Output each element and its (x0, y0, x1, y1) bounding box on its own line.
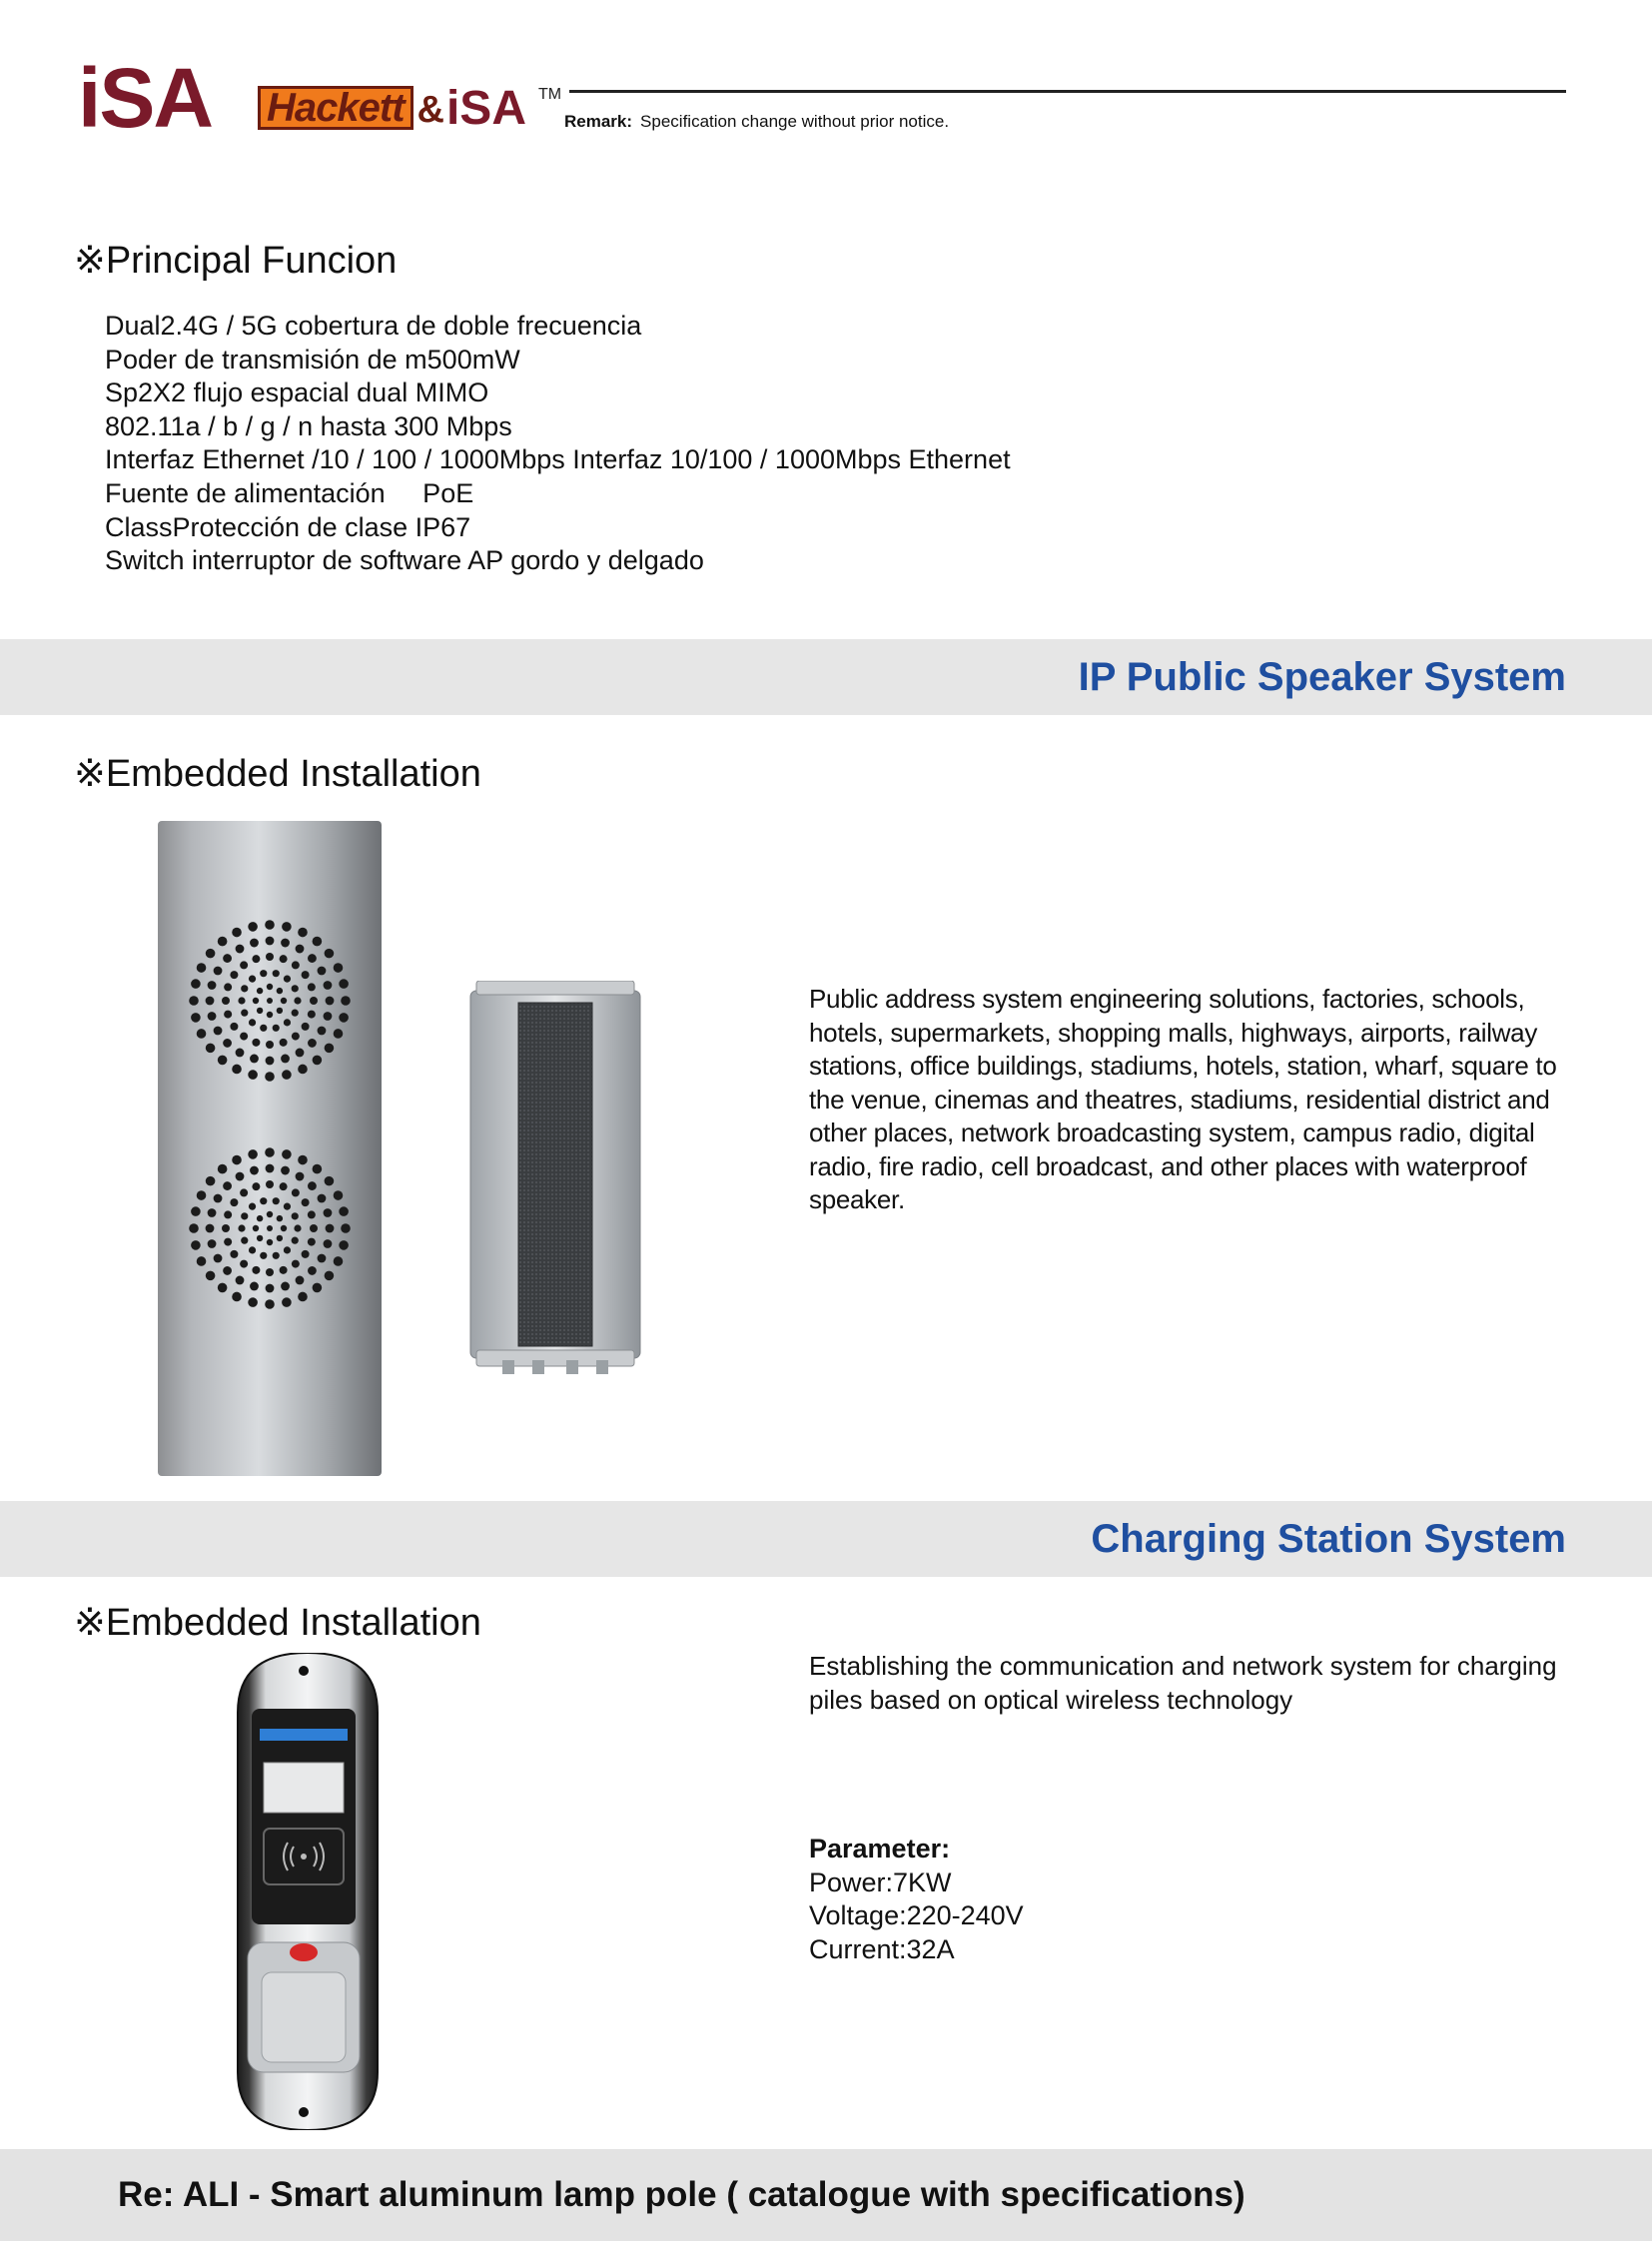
remark-text: Specification change without prior notice. (640, 112, 950, 131)
hackett-logo-amp: & (416, 89, 444, 131)
isa-logo: iSA (78, 51, 213, 145)
speaker-pole-image (155, 821, 385, 1476)
feature-item: Fuente de alimentación PoE (105, 477, 474, 508)
hackett-isa-logo (258, 82, 526, 135)
feature-item: Dual2.4G / 5G cobertura de doble frecuencia (105, 311, 642, 341)
parameter-title: Parameter: (809, 1834, 951, 1864)
principal-heading: ※Principal Funcion (74, 240, 398, 282)
column-speaker-image (462, 981, 648, 1378)
feature-item: Poder de transmisión de m500mW (105, 344, 520, 374)
feature-item: Interfaz Ethernet /10 / 100 / 1000Mbps Interfaz 10/100 / 1000Mbps Ethernet (105, 444, 1011, 475)
footer-text: Re: ALI - Smart aluminum lamp pole ( catalogue with specifications) (118, 2175, 1245, 2214)
charging-pile-image (228, 1653, 388, 2130)
feature-item: ClassProtección de clase IP67 (105, 511, 471, 542)
speaker-description: Public address system engineering solutions, factories, schools, hotels, supermarkets, shopping malls, highways, airports, railway stations, office buildings, stadiums, hotels, station, wharf, square to the venue, cinemas and theatres, stadiums, residential district and other places, network broadcasting system, campus radio, digital radio, fire radio, cell broadcast, and other places with waterproof speaker. (809, 984, 1557, 1214)
charging-description: Establishing the communication and network system for charging piles based on optical wireless technology (809, 1651, 1557, 1715)
trademark-mark: TM (538, 86, 562, 103)
feature-list (105, 310, 1011, 578)
parameter-current: Current:32A (809, 1933, 955, 1964)
hackett-logo-box: Hackett (258, 86, 413, 130)
charging-heading: ※Embedded Installation (74, 1602, 481, 1644)
charging-banner-title: Charging Station System (1091, 1517, 1566, 1561)
parameter-power: Power:7KW (809, 1867, 952, 1897)
remark-note (564, 112, 949, 132)
feature-item: 802.11a / b / g / n hasta 300 Mbps (105, 410, 512, 441)
hackett-logo-isa: iSA (445, 82, 526, 135)
feature-item: Switch interruptor de software AP gordo y delgado (105, 545, 704, 576)
header-divider (569, 90, 1566, 93)
parameter-block (809, 1833, 1024, 1966)
feature-item: Sp2X2 flujo espacial dual MIMO (105, 377, 489, 408)
remark-label: Remark: (564, 112, 633, 131)
speaker-banner-title: IP Public Speaker System (1078, 655, 1566, 699)
speaker-heading: ※Embedded Installation (74, 753, 481, 795)
parameter-voltage: Voltage:220-240V (809, 1900, 1024, 1930)
